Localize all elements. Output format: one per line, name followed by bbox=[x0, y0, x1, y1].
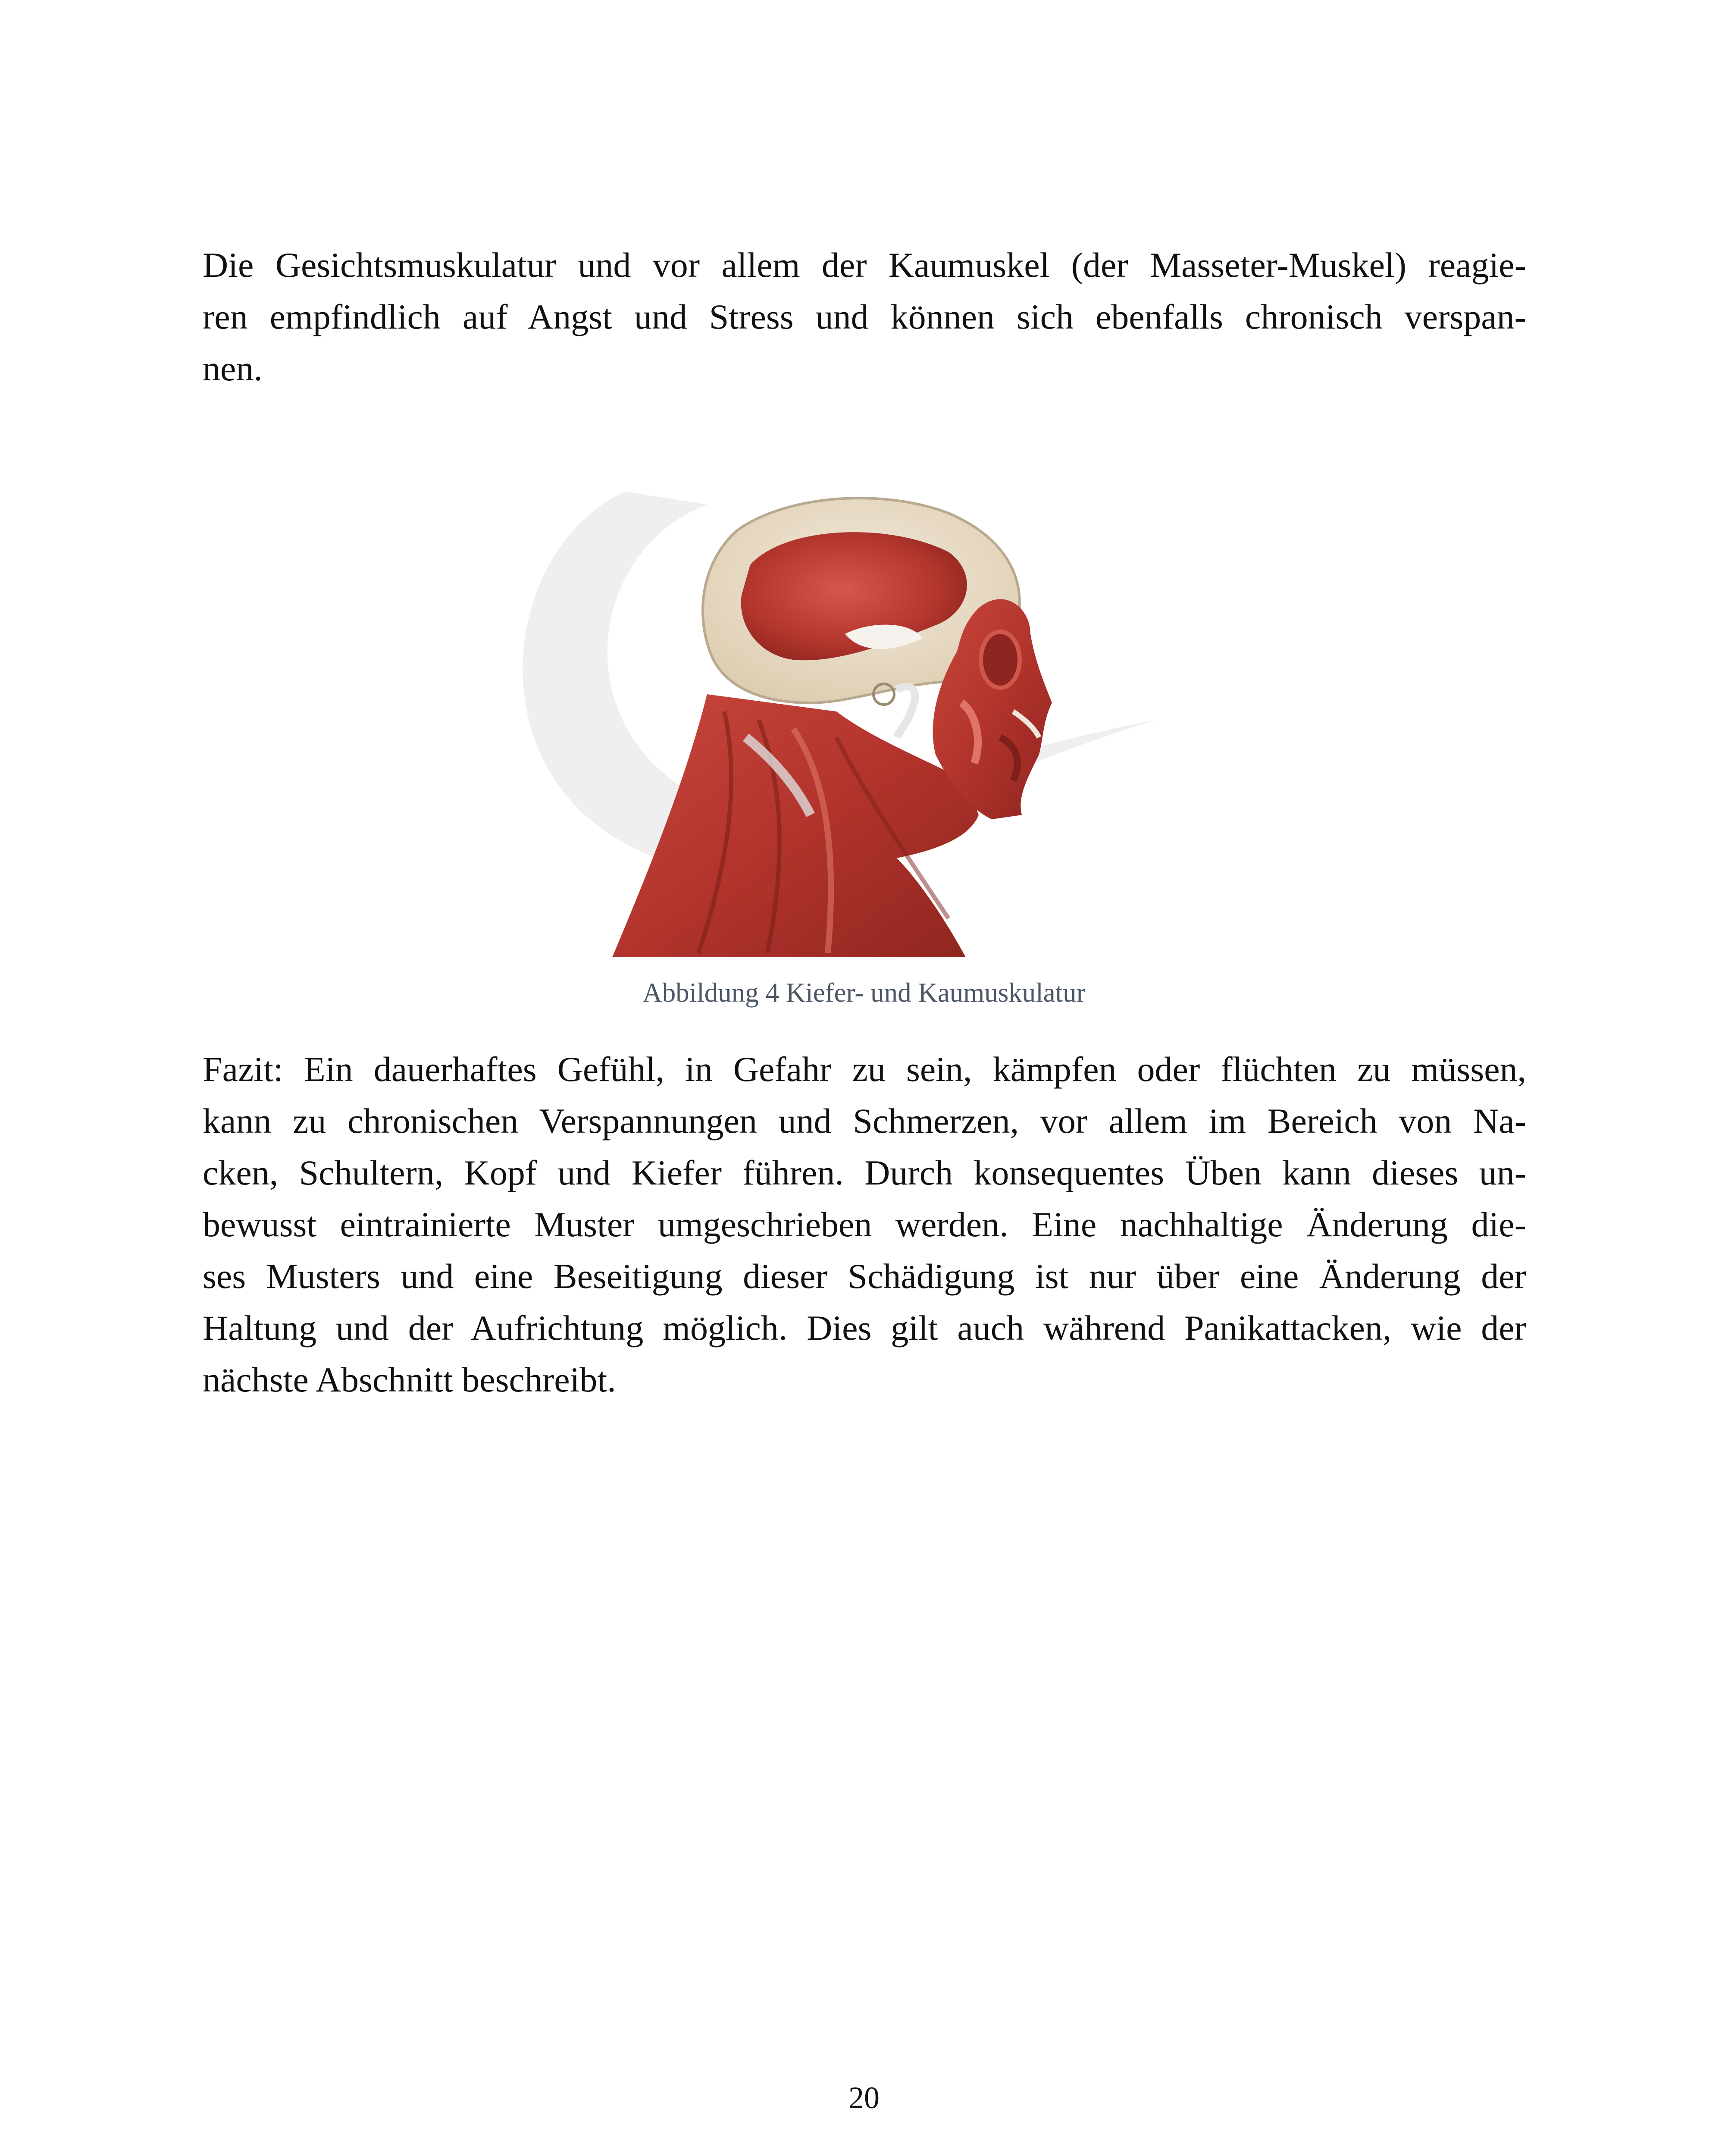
paragraph-line: bewusst eintrainierte Muster umgeschrieben werden. Eine nachhaltige Änderung die- bbox=[203, 1205, 1526, 1244]
anatomy-figure bbox=[483, 479, 1276, 957]
paragraph-line: Die Gesichtsmuskulatur und vor allem der Kaumuskel (der Masseter-Muskel) reagie- bbox=[203, 245, 1526, 285]
paragraph-line: ren empfindlich auf Angst und Stress und können sich ebenfalls chronisch verspan- bbox=[203, 297, 1526, 336]
paragraph-conclusion bbox=[203, 1044, 1526, 1406]
figure-caption: Abbildung 4 Kiefer- und Kaumuskulatur bbox=[642, 978, 1086, 1008]
page-number: 20 bbox=[848, 2081, 880, 2115]
paragraph-line: nächste Abschnitt beschreibt. bbox=[203, 1360, 616, 1399]
paragraph-line: Fazit: Ein dauerhaftes Gefühl, in Gefahr zu sein, kämpfen oder flüchten zu müssen, bbox=[203, 1050, 1526, 1089]
paragraph-line: Haltung und der Aufrichtung möglich. Dies gilt auch während Panikattacken, wie der bbox=[203, 1308, 1526, 1348]
paragraph-line: cken, Schultern, Kopf und Kiefer führen. Durch konsequentes Üben kann dieses un- bbox=[203, 1153, 1526, 1192]
neck-muscles bbox=[612, 694, 979, 957]
paragraph-line: ses Musters und eine Beseitigung dieser Schädigung ist nur über eine Änderung der bbox=[203, 1257, 1526, 1296]
paragraph-line: nen. bbox=[203, 349, 263, 388]
paragraph-intro bbox=[203, 239, 1526, 395]
paragraph-line: kann zu chronischen Verspannungen und Schmerzen, vor allem im Bereich von Na- bbox=[203, 1101, 1526, 1141]
head-muscle-illustration bbox=[483, 479, 1276, 957]
